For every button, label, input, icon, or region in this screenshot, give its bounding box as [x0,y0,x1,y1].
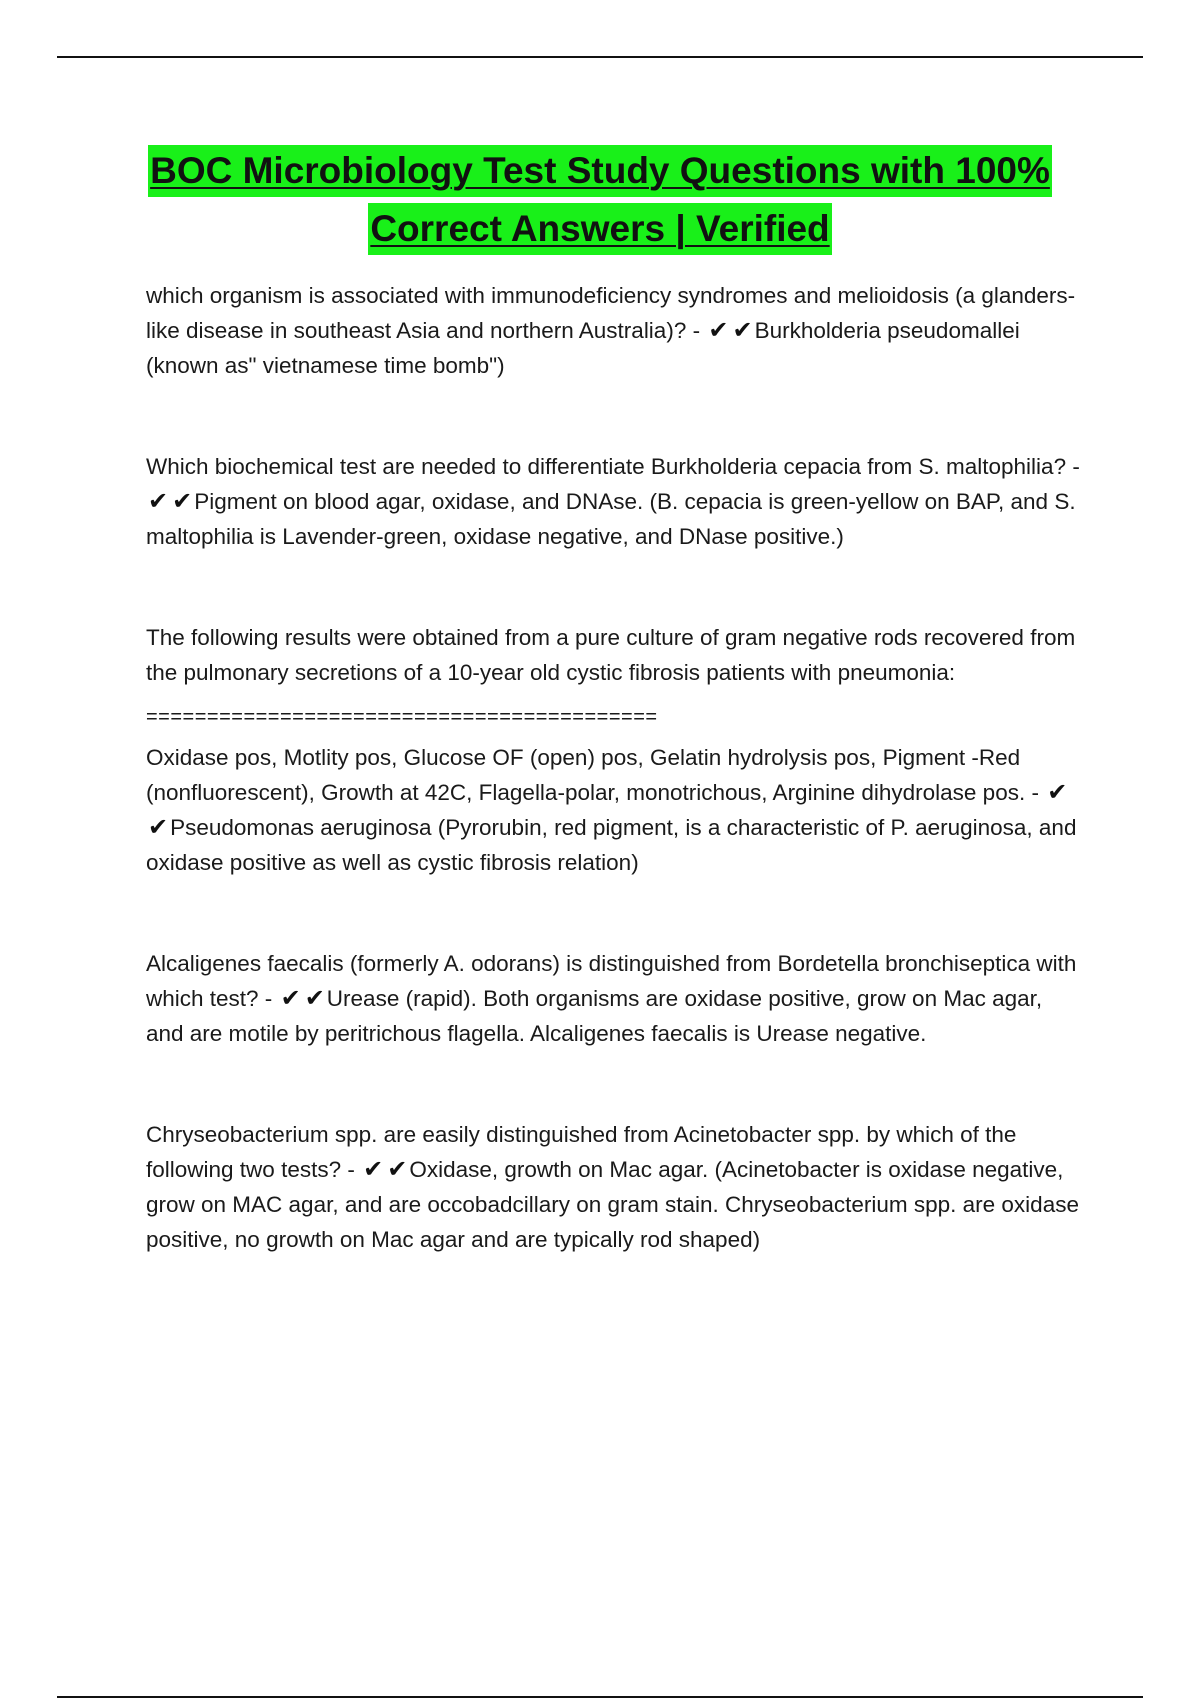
spacer [146,1051,1081,1117]
answer-text: Oxidase, growth on Mac agar. (Acinetobacter is oxidase negative, grow on MAC agar, and are occobadcillary on gram stain. Chryseobacterium spp. are oxidase positive, no growth on Mac agar and are typically rod shaped) [146,1157,1079,1252]
footer-rule [57,1696,1143,1698]
spacer [146,554,1081,620]
checkmark-icon: ✔ [732,316,753,344]
answer-text: Pseudomonas aeruginosa (Pyrorubin, red pigment, is a characteristic of P. aeruginosa, and oxidase positive as well as cystic fibrosis relation) [146,815,1077,875]
spacer [146,880,1081,946]
separator-line: ========================================== [146,706,658,728]
question-text: Oxidase pos, Motlity pos, Glucose OF (open) pos, Gelatin hydrolysis pos, Pigment -Red (nonfluorescent), Growth at 42C, Flagella-polar, monotrichous, Arginine dihydrolase pos. - [146,745,1039,805]
checkmark-icon: ✔ [172,487,193,515]
answer-text: Pigment on blood agar, oxidase, and DNAse. (B. cepacia is green-yellow on BAP, and S. maltophilia is Lavender-green, oxidase negative, and DNase positive.) [146,489,1076,549]
checkmark-icon: ✔ [708,316,729,344]
checkmark-icon: ✔ [280,984,301,1012]
question-text: Alcaligenes faecalis (formerly A. odorans) is distinguished from Bordetella bronchiseptica with which test? - [146,951,1077,1011]
title-line-2: Correct Answers | Verified [368,203,831,255]
qa-item-4 [146,946,1081,1051]
answer-text: Burkholderia pseudomallei (known as" vietnamese time bomb") [146,318,1020,378]
document-title [0,145,1200,255]
checkmark-icon: ✔ [363,1155,384,1183]
question-text: Which biochemical test are needed to differentiate Burkholderia cepacia from S. maltophilia? - [146,454,1080,479]
qa-item-5 [146,1117,1081,1257]
qa-item-3-intro: The following results were obtained from a pure culture of gram negative rods recovered from the pulmonary secretions of a 10-year old cystic fibrosis patients with pneumonia: [146,625,1076,685]
qa-item-3 [146,740,1081,880]
question-text: which organism is associated with immunodeficiency syndromes and melioidosis (a glanders-like disease in southeast Asia and northern Australia)? - [146,283,1076,343]
qa-item-2 [146,449,1081,554]
checkmark-icon: ✔ [387,1155,408,1183]
checkmark-icon: ✔ [148,487,169,515]
spacer [146,383,1081,449]
qa-item-1 [146,278,1081,383]
checkmark-icon: ✔ [304,984,325,1012]
answer-text: Urease (rapid). Both organisms are oxidase positive, grow on Mac agar, and are motile by peritrichous flagella. Alcaligenes faecalis is Urease negative. [146,986,1043,1046]
checkmark-icon: ✔ [148,813,169,841]
checkmark-icon: ✔ [1047,778,1068,806]
title-line-1: BOC Microbiology Test Study Questions with 100% [148,145,1052,197]
document-body [146,278,1081,1257]
header-rule [57,56,1143,58]
question-text: Chryseobacterium spp. are easily distinguished from Acinetobacter spp. by which of the following two tests? - [146,1122,1017,1182]
